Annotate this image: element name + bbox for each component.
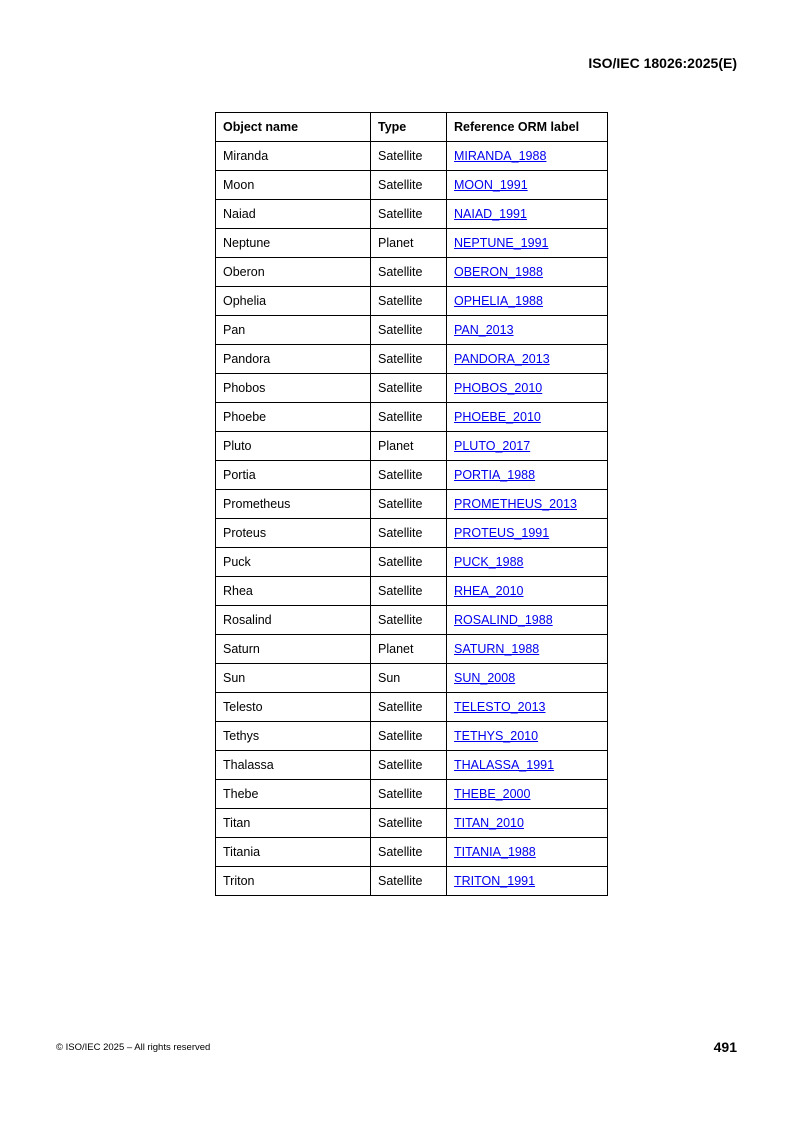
orm-label-link[interactable]: THEBE_2000 <box>454 787 531 801</box>
orm-label-cell <box>447 374 608 403</box>
orm-label-cell <box>447 345 608 374</box>
object-name-cell: Telesto <box>216 693 371 722</box>
table-row <box>216 403 608 432</box>
orm-label-link[interactable]: PANDORA_2013 <box>454 352 550 366</box>
object-name-cell: Proteus <box>216 519 371 548</box>
object-name-cell: Moon <box>216 171 371 200</box>
object-name-cell: Ophelia <box>216 287 371 316</box>
orm-label-link[interactable]: PROTEUS_1991 <box>454 526 550 540</box>
table-row <box>216 171 608 200</box>
orm-label-link[interactable]: MOON_1991 <box>454 178 528 192</box>
orm-label-cell <box>447 635 608 664</box>
object-type-cell: Satellite <box>371 258 447 287</box>
object-type-cell: Satellite <box>371 867 447 896</box>
object-type-cell: Satellite <box>371 403 447 432</box>
orm-label-cell <box>447 664 608 693</box>
object-type-cell: Satellite <box>371 461 447 490</box>
orm-label-cell <box>447 751 608 780</box>
object-type-cell: Satellite <box>371 722 447 751</box>
orm-label-link[interactable]: PHOEBE_2010 <box>454 410 541 424</box>
orm-label-cell <box>447 490 608 519</box>
object-type-cell: Planet <box>371 229 447 258</box>
orm-label-cell <box>447 577 608 606</box>
object-name-cell: Thalassa <box>216 751 371 780</box>
orm-label-link[interactable]: TRITON_1991 <box>454 874 536 888</box>
object-type-cell: Satellite <box>371 780 447 809</box>
orm-label-table <box>215 112 608 896</box>
orm-label-cell <box>447 722 608 751</box>
object-name-cell: Portia <box>216 461 371 490</box>
orm-label-cell <box>447 693 608 722</box>
orm-label-link[interactable]: PROMETHEUS_2013 <box>454 497 577 511</box>
object-type-cell: Satellite <box>371 287 447 316</box>
table-row <box>216 722 608 751</box>
table-row <box>216 809 608 838</box>
orm-label-cell <box>447 780 608 809</box>
orm-label-link[interactable]: THALASSA_1991 <box>454 758 555 772</box>
orm-label-cell <box>447 548 608 577</box>
table-row <box>216 838 608 867</box>
orm-label-link[interactable]: NEPTUNE_1991 <box>454 236 549 250</box>
orm-label-cell <box>447 316 608 345</box>
orm-label-link[interactable]: OPHELIA_1988 <box>454 294 543 308</box>
object-name-cell: Saturn <box>216 635 371 664</box>
orm-label-link[interactable]: MIRANDA_1988 <box>454 149 547 163</box>
object-type-cell: Satellite <box>371 316 447 345</box>
orm-label-link[interactable]: PLUTO_2017 <box>454 439 531 453</box>
table-row <box>216 229 608 258</box>
orm-label-cell <box>447 171 608 200</box>
table-row <box>216 693 608 722</box>
object-type-cell: Satellite <box>371 142 447 171</box>
orm-label-cell <box>447 838 608 867</box>
object-type-cell: Satellite <box>371 519 447 548</box>
orm-label-cell <box>447 519 608 548</box>
table-row <box>216 200 608 229</box>
orm-label-cell <box>447 142 608 171</box>
object-type-cell: Planet <box>371 635 447 664</box>
object-type-cell: Satellite <box>371 606 447 635</box>
object-type-cell: Satellite <box>371 171 447 200</box>
object-name-cell: Rhea <box>216 577 371 606</box>
object-type-cell: Satellite <box>371 200 447 229</box>
object-name-cell: Thebe <box>216 780 371 809</box>
table-body <box>216 142 608 896</box>
table-row <box>216 345 608 374</box>
table-row <box>216 258 608 287</box>
table-row <box>216 316 608 345</box>
orm-label-link[interactable]: TELESTO_2013 <box>454 700 546 714</box>
object-name-cell: Pan <box>216 316 371 345</box>
orm-label-cell <box>447 200 608 229</box>
orm-label-cell <box>447 432 608 461</box>
object-type-cell: Satellite <box>371 838 447 867</box>
table-row <box>216 519 608 548</box>
object-name-cell: Prometheus <box>216 490 371 519</box>
table-row <box>216 287 608 316</box>
object-name-cell: Oberon <box>216 258 371 287</box>
table-row <box>216 490 608 519</box>
object-name-cell: Triton <box>216 867 371 896</box>
object-type-cell: Planet <box>371 432 447 461</box>
copyright-notice: © ISO/IEC 2025 – All rights reserved <box>56 1042 211 1053</box>
table-row <box>216 142 608 171</box>
object-name-cell: Titan <box>216 809 371 838</box>
orm-label-cell <box>447 461 608 490</box>
object-name-cell: Phoebe <box>216 403 371 432</box>
object-name-cell: Rosalind <box>216 606 371 635</box>
table-row <box>216 577 608 606</box>
orm-label-cell <box>447 287 608 316</box>
table-row <box>216 664 608 693</box>
table-row <box>216 548 608 577</box>
object-name-cell: Pluto <box>216 432 371 461</box>
object-name-cell: Tethys <box>216 722 371 751</box>
orm-label-cell <box>447 809 608 838</box>
object-name-cell: Naiad <box>216 200 371 229</box>
table-row <box>216 751 608 780</box>
object-name-cell: Neptune <box>216 229 371 258</box>
column-header-reference-orm-label: Reference ORM label <box>447 113 608 142</box>
table-row <box>216 867 608 896</box>
orm-label-link[interactable]: PHOBOS_2010 <box>454 381 543 395</box>
object-type-cell: Satellite <box>371 374 447 403</box>
orm-label-link[interactable]: TITANIA_1988 <box>454 845 536 859</box>
orm-label-link[interactable]: RHEA_2010 <box>454 584 524 598</box>
orm-label-link[interactable]: TETHYS_2010 <box>454 729 539 743</box>
orm-label-cell <box>447 867 608 896</box>
page-number: 491 <box>713 1039 737 1055</box>
object-name-cell: Miranda <box>216 142 371 171</box>
orm-label-cell <box>447 258 608 287</box>
object-name-cell: Puck <box>216 548 371 577</box>
column-header-type: Type <box>371 113 447 142</box>
orm-label-link[interactable]: NAIAD_1991 <box>454 207 527 221</box>
object-type-cell: Sun <box>371 664 447 693</box>
object-type-cell: Satellite <box>371 809 447 838</box>
object-name-cell: Sun <box>216 664 371 693</box>
object-type-cell: Satellite <box>371 345 447 374</box>
orm-label-cell <box>447 606 608 635</box>
table-header-row <box>216 113 608 142</box>
orm-label-link[interactable]: PAN_2013 <box>454 323 514 337</box>
object-type-cell: Satellite <box>371 577 447 606</box>
table-row <box>216 461 608 490</box>
column-header-object-name: Object name <box>216 113 371 142</box>
orm-label-link[interactable]: PUCK_1988 <box>454 555 524 569</box>
object-type-cell: Satellite <box>371 693 447 722</box>
object-type-cell: Satellite <box>371 548 447 577</box>
object-type-cell: Satellite <box>371 490 447 519</box>
table-row <box>216 606 608 635</box>
object-name-cell: Pandora <box>216 345 371 374</box>
table-row <box>216 432 608 461</box>
object-type-cell: Satellite <box>371 751 447 780</box>
table-row <box>216 780 608 809</box>
document-id: ISO/IEC 18026:2025(E) <box>588 55 737 71</box>
orm-label-cell <box>447 403 608 432</box>
orm-label-link[interactable]: PORTIA_1988 <box>454 468 536 482</box>
table-row <box>216 374 608 403</box>
orm-label-link[interactable]: TITAN_2010 <box>454 816 524 830</box>
orm-label-link[interactable]: SATURN_1988 <box>454 642 540 656</box>
orm-label-cell <box>447 229 608 258</box>
table-row <box>216 635 608 664</box>
orm-label-link[interactable]: OBERON_1988 <box>454 265 543 279</box>
object-name-cell: Titania <box>216 838 371 867</box>
orm-label-link[interactable]: SUN_2008 <box>454 671 516 685</box>
orm-label-link[interactable]: ROSALIND_1988 <box>454 613 553 627</box>
object-name-cell: Phobos <box>216 374 371 403</box>
